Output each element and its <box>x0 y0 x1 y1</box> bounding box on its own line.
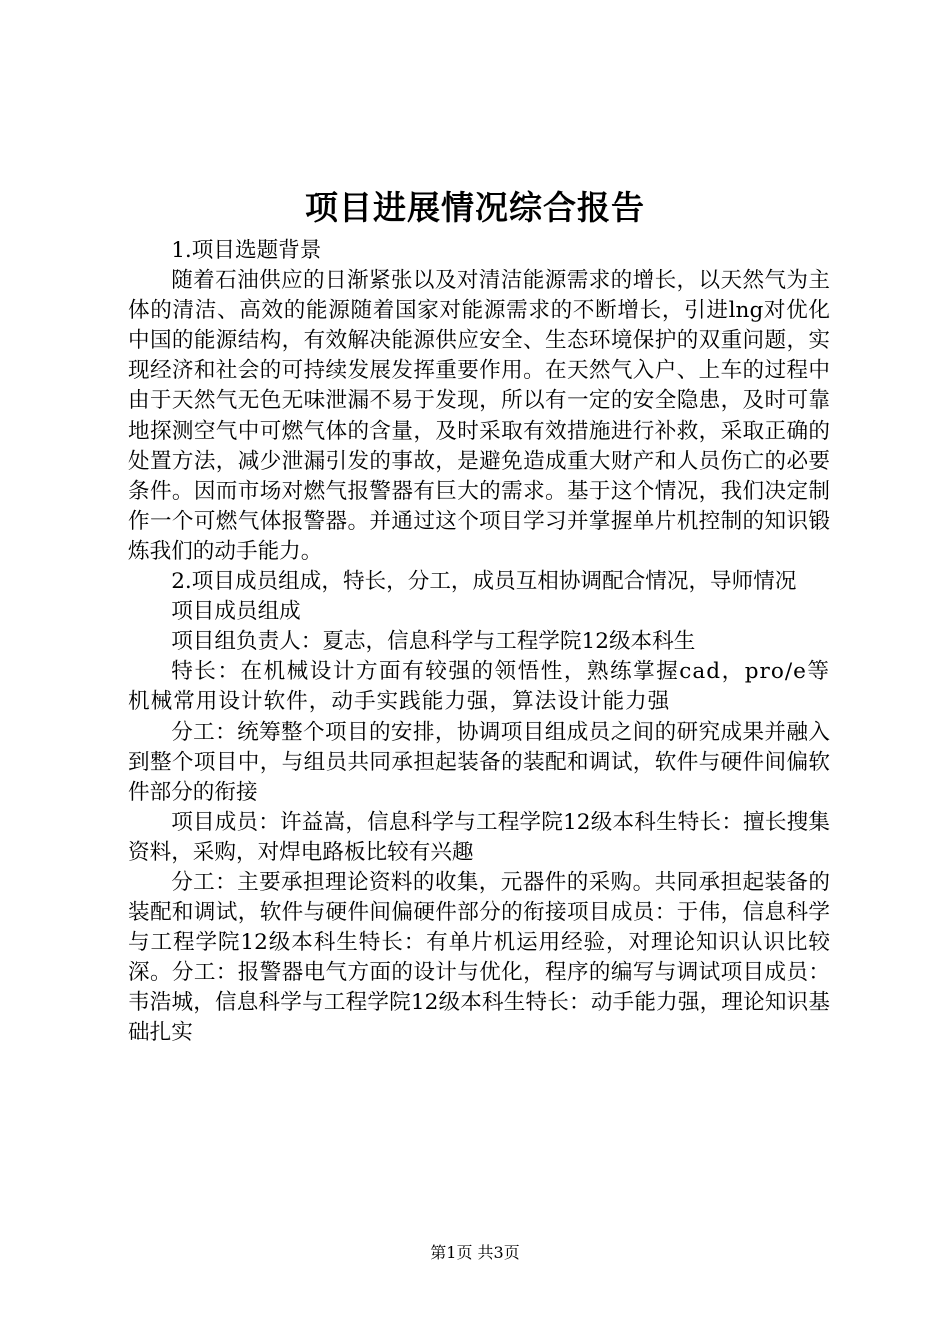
paragraph-background: 随着石油供应的日渐紧张以及对清洁能源需求的增长，以天然气为主体的清洁、高效的能源随着国家对能源需求的不断增长，引进lng对优化中国的能源结构，有效解决能源供应安全、生态环境保护的双重问题，实现经济和社会的可持续发展发挥重要作用。在天然气入户、上车的过程中由于天然气无色无味泄漏不易于发现，所以有一定的安全隐患，及时可靠地探测空气中可燃气体的含量，及时采取有效措施进行补救，采取正确的处置方法，减少泄漏引发的事故，是避免造成重大财产和人员伤亡的必要条件。因而市场对燃气报警器有巨大的需求。基于这个情况，我们决定制作一个可燃气体报警器。并通过这个项目学习并掌握单片机控制的知识锻炼我们的动手能力。 <box>128 268 830 564</box>
document-body <box>128 236 830 1049</box>
paragraph-member-xu: 项目成员：许益嵩，信息科学与工程学院12级本科生特长：擅长搜集资料，采购，对焊电路板比较有兴趣 <box>128 809 830 865</box>
paragraph-member-duties: 分工：主要承担理论资料的收集，元器件的采购。共同承担起装备的装配和调试，软件与硬件间偏硬件部分的衔接项目成员：于伟，信息科学与工程学院12级本科生特长：有单片机运用经验，对理论知识认识比较深。分工：报警器电气方面的设计与优化，程序的编写与调试项目成员：韦浩城，信息科学与工程学院12级本科生特长：动手能力强，理论知识基础扎实 <box>128 869 830 1046</box>
document-title: 项目进展情况综合报告 <box>305 188 645 227</box>
paragraph-leader: 项目组负责人：夏志，信息科学与工程学院12级本科生 <box>171 629 696 655</box>
section-heading-background: 1.项目选题背景 <box>171 238 322 263</box>
paragraph-leader-duties: 分工：统筹整个项目的安排，协调项目组成员之间的研究成果并融入到整个项目中，与组员共同承担起装备的装配和调试，软件与硬件间偏软件部分的衔接 <box>128 719 830 805</box>
section-heading-members: 2.项目成员组成，特长，分工，成员互相协调配合情况，导师情况 <box>171 569 797 595</box>
page-footer: 第1页 共3页 <box>430 1243 520 1262</box>
paragraph-leader-strengths: 特长：在机械设计方面有较强的领悟性，熟练掌握cad，pro/e等机械常用设计软件，动手实践能力强，算法设计能力强 <box>128 659 830 715</box>
paragraph-members-heading: 项目成员组成 <box>171 599 301 625</box>
